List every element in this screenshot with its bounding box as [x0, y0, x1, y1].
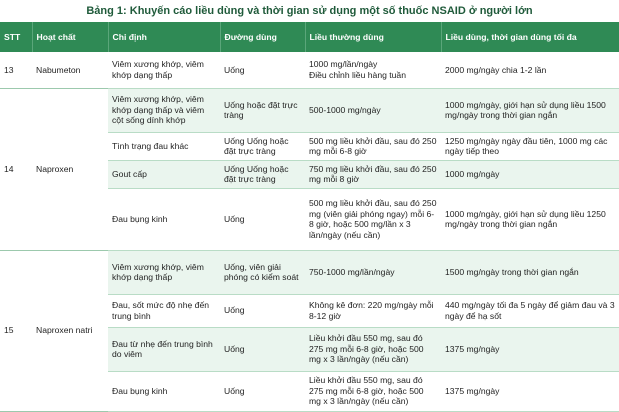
- cell-route: Uống: [220, 327, 305, 371]
- cell-max-dose: 1375 mg/ngày: [441, 371, 619, 411]
- cell-indication: Đau bụng kinh: [108, 371, 220, 411]
- cell-route: Uống: [220, 294, 305, 327]
- cell-usual-dose: 750-1000 mg/lần/ngày: [305, 250, 441, 294]
- cell-usual-dose: Liều khởi đầu 550 mg, sau đó 275 mg mỗi 6-8 giờ, hoặc 500 mg x 3 lần/ngày (nếu cần): [305, 371, 441, 411]
- table-row: [0, 88, 619, 132]
- header-route: Đường dùng: [220, 22, 305, 52]
- cell-max-dose: 440 mg/ngày tối đa 5 ngày để giảm đau và 3 ngày để hạ sốt: [441, 294, 619, 327]
- cell-route: Uống: [220, 52, 305, 88]
- cell-stt: 13: [0, 52, 32, 88]
- header-max-dose: Liều dùng, thời gian dùng tối đa: [441, 22, 619, 52]
- table-row: [0, 250, 619, 294]
- cell-stt: 14: [0, 88, 32, 250]
- cell-usual-dose: 1000 mg/lần/ngày Điều chỉnh liều hàng tuần: [305, 52, 441, 88]
- cell-route: Uống: [220, 371, 305, 411]
- cell-stt: 15: [0, 250, 32, 411]
- cell-max-dose: 1000 mg/ngày, giới hạn sử dụng liều 1250 mg/ngày trong thời gian ngắn: [441, 188, 619, 250]
- cell-usual-dose: 500-1000 mg/ngày: [305, 88, 441, 132]
- cell-active-ingredient: Naproxen natri: [32, 250, 108, 411]
- table-row: [0, 52, 619, 88]
- cell-indication: Viêm xương khớp, viêm khớp dạng thấp: [108, 52, 220, 88]
- cell-indication: Gout cấp: [108, 160, 220, 188]
- cell-indication: Đau từ nhẹ đến trung bình do viêm: [108, 327, 220, 371]
- cell-route: Uống: [220, 188, 305, 250]
- header-indication: Chỉ định: [108, 22, 220, 52]
- cell-usual-dose: Không kê đơn: 220 mg/ngày mỗi 8-12 giờ: [305, 294, 441, 327]
- cell-active-ingredient: Naproxen: [32, 88, 108, 250]
- table-header-row: [0, 22, 619, 52]
- cell-max-dose: 1000 mg/ngày: [441, 160, 619, 188]
- nsaid-dosage-table: [0, 22, 619, 412]
- cell-usual-dose: 500 mg liều khởi đầu, sau đó 250 mg (viên giải phóng ngay) mỗi 6-8 giờ, hoặc 500 mg/lần x 3 lần/ngày (nếu cần): [305, 188, 441, 250]
- cell-indication: Tình trạng đau khác: [108, 132, 220, 160]
- cell-active-ingredient: Nabumeton: [32, 52, 108, 88]
- cell-max-dose: 1250 mg/ngày ngày đầu tiên, 1000 mg các ngày tiếp theo: [441, 132, 619, 160]
- cell-route: Uống hoặc đặt trực tràng: [220, 88, 305, 132]
- cell-usual-dose: Liều khởi đầu 550 mg, sau đó 275 mg mỗi 6-8 giờ, hoặc 500 mg x 3 lần/ngày (nếu cần): [305, 327, 441, 371]
- header-stt: STT: [0, 22, 32, 52]
- cell-indication: Viêm xương khớp, viêm khớp dạng thấp và viêm cột sống dính khớp: [108, 88, 220, 132]
- header-active-ingredient: Hoạt chất: [32, 22, 108, 52]
- cell-route: Uống Uống hoặc đặt trực tràng: [220, 132, 305, 160]
- table-body: [0, 52, 619, 411]
- cell-indication: Viêm xương khớp, viêm khớp dạng thấp: [108, 250, 220, 294]
- cell-route: Uống Uống hoặc đặt trực tràng: [220, 160, 305, 188]
- cell-indication: Đau, sốt mức độ nhẹ đến trung bình: [108, 294, 220, 327]
- cell-usual-dose: 750 mg liều khởi đầu, sau đó 250 mg mỗi 8 giờ: [305, 160, 441, 188]
- table-caption: Bảng 1: Khuyến cáo liều dùng và thời gian sử dụng một số thuốc NSAID ở người lớn: [86, 5, 533, 17]
- cell-max-dose: 1500 mg/ngày trong thời gian ngắn: [441, 250, 619, 294]
- cell-max-dose: 1000 mg/ngày, giới hạn sử dụng liều 1500 mg/ngày trong thời gian ngắn: [441, 88, 619, 132]
- cell-indication: Đau bụng kinh: [108, 188, 220, 250]
- cell-max-dose: 2000 mg/ngày chia 1-2 lần: [441, 52, 619, 88]
- cell-route: Uống, viên giải phóng có kiểm soát: [220, 250, 305, 294]
- cell-usual-dose: 500 mg liều khởi đầu, sau đó 250 mg mỗi 6-8 giờ: [305, 132, 441, 160]
- header-usual-dose: Liều thường dùng: [305, 22, 441, 52]
- cell-max-dose: 1375 mg/ngày: [441, 327, 619, 371]
